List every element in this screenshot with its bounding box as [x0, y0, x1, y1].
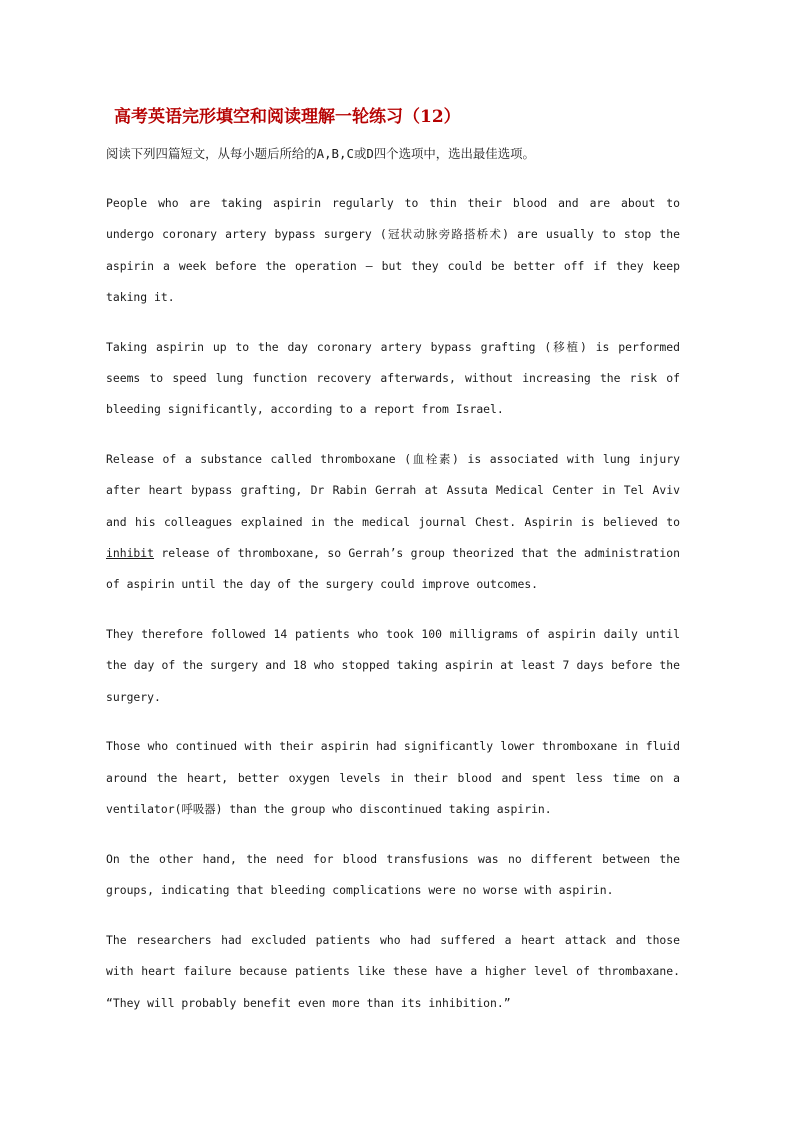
paragraph-3-part-1: Release of a substance called thromboxane (血栓素) is associated with lung injury after heart bypass grafting, Dr Rabin Gerrah at Assuta Medical Center in Tel Aviv and his colleagues explained in the medical journal Chest. Aspirin is believed to [106, 452, 680, 529]
paragraph-2: Taking aspirin up to the day coronary artery bypass grafting (移植) is performed seems to speed lung function recovery afterwards, without increasing the risk of bleeding significantly, according to a report from Israel. [106, 339, 680, 417]
paragraph-7: The researchers had excluded patients who had suffered a heart attack and those with heart failure because patients like these have a higher level of thrombaxane. “They will probably benefit even more than its inhibition.” [106, 932, 680, 1010]
paragraph-3-part-2: release of thromboxane, so Gerrah’s group theorized that the administration of aspirin until the day of the surgery could improve outcomes. [106, 545, 680, 592]
instruction-line: 阅读下列四篇短文，从每小题后所给的A,B,C或D四个选项中，选出最佳选项。 [106, 146, 535, 161]
underlined-word-inhibit: inhibit [106, 545, 155, 560]
paragraph-5: Those who continued with their aspirin had significantly lower thromboxane in fluid around the heart, better oxygen levels in their blood and spent less time on a ventilator(呼吸器) than the group who discontinued taking aspirin. [106, 739, 680, 817]
paragraph-3 [106, 444, 680, 600]
paragraph-6: On the other hand, the need for blood transfusions was no different between the groups, indicating that bleeding complications were no worse with aspirin. [106, 851, 680, 898]
paragraph-4: They therefore followed 14 patients who took 100 milligrams of aspirin daily until the day of the surgery and 18 who stopped taking aspirin at least 7 days before the surgery. [106, 627, 680, 704]
article-body [106, 188, 680, 1037]
paragraph-1: People who are taking aspirin regularly to thin their blood and are about to undergo coronary artery bypass surgery (冠状动脉旁路搭桥术) are usually to stop the aspirin a week before the operation – but they could be better off if they keep taking it. [106, 196, 680, 304]
document-title: 高考英语完形填空和阅读理解一轮练习（12） [114, 107, 461, 127]
